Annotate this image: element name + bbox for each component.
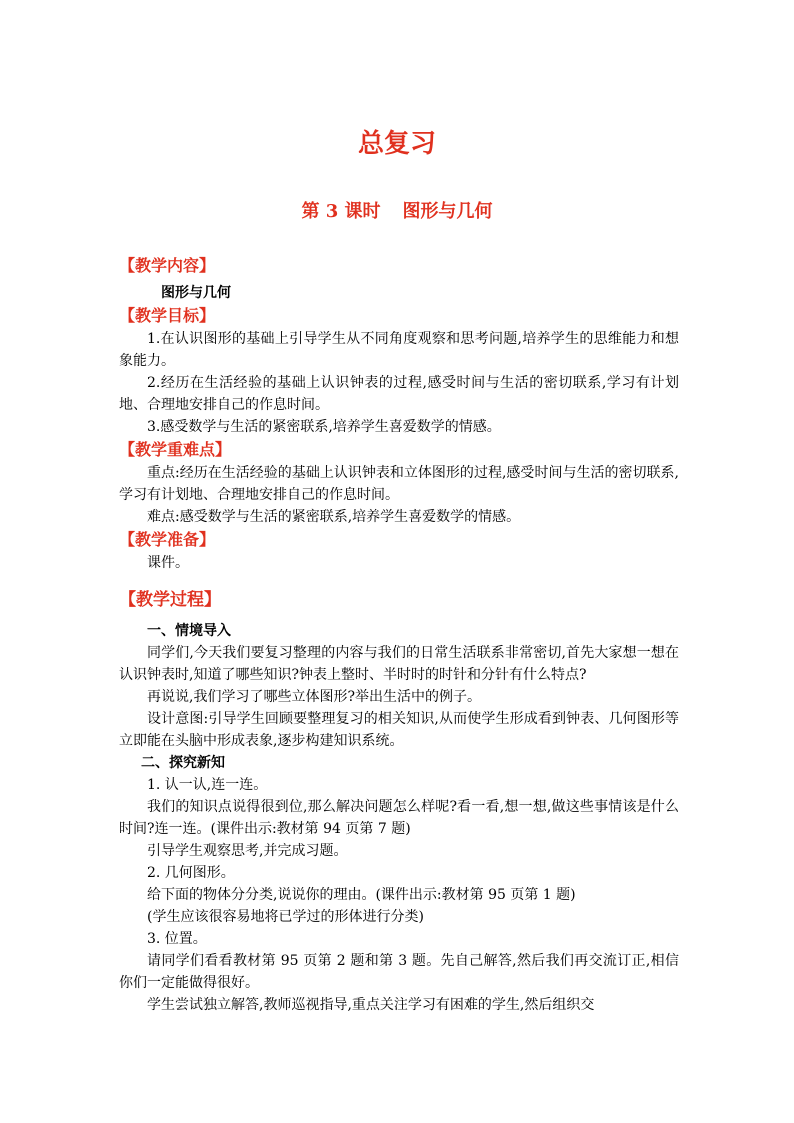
- section-heading-content: 【教学内容】: [119, 256, 216, 275]
- step2-title: 2. 几何图形。: [147, 865, 235, 881]
- prep-text: 课件。: [147, 555, 189, 571]
- part1-paragraph-3: 设计意图:引导学生回顾要整理复习的相关知识,从而使学生形成看到钟表、几何图形等立即能在头脑中形成表象,逐步构建知识系统。: [119, 711, 679, 749]
- part1-title: 一、情境导入: [147, 623, 231, 639]
- lesson-number: 第 3 课时: [301, 201, 381, 222]
- step2-paragraph-2: (学生应该很容易地将已学过的形体进行分类): [147, 909, 424, 925]
- step1-paragraph-2: 引导学生观察思考,并完成习题。: [147, 843, 348, 859]
- goal-item-1: 1.在认识图形的基础上引导学生从不同角度观察和思考问题,培养学生的思维能力和想象能力。: [119, 331, 679, 369]
- step3-title: 3. 位置。: [147, 931, 207, 947]
- part1-paragraph-2: 再说说,我们学习了哪些立体图形?举出生活中的例子。: [147, 689, 481, 705]
- part1-paragraph-1: 同学们,今天我们要复习整理的内容与我们的日常生活联系非常密切,首先大家想一想在认识钟表时,知道了哪些知识?钟表上整时、半时时的时针和分针有什么特点?: [119, 645, 679, 683]
- section-heading-prep: 【教学准备】: [119, 530, 216, 549]
- document-body: [119, 254, 679, 1016]
- difficult-point-text: 难点:感受数学与生活的紧密联系,培养学生喜爱数学的情感。: [147, 509, 521, 525]
- document-title: 总复习: [357, 129, 436, 159]
- step3-paragraph-1: 请同学们看看教材第 95 页第 2 题和第 3 题。先自己解答,然后我们再交流订正,相信你们一定能做得很好。: [119, 953, 679, 991]
- step1-title: 1. 认一认,连一连。: [147, 777, 268, 793]
- part2-title: 二、探究新知: [141, 755, 225, 771]
- lesson-subtitle: [0, 199, 794, 225]
- step1-paragraph-1: 我们的知识点说得很到位,那么解决问题怎么样呢?看一看,想一想,做这些事情该是什么时间?连一连。(课件出示:教材第 94 页第 7 题): [119, 799, 679, 837]
- goal-item-2: 2.经历在生活经验的基础上认识钟表的过程,感受时间与生活的密切联系,学习有计划地、合理地安排自己的作息时间。: [119, 375, 679, 413]
- section-heading-goals: 【教学目标】: [119, 306, 216, 325]
- section-heading-key-points: 【教学重难点】: [119, 440, 232, 459]
- key-point-text: 重点:经历在生活经验的基础上认识钟表和立体图形的过程,感受时间与生活的密切联系,学习有计划地、合理地安排自己的作息时间。: [119, 465, 679, 503]
- content-text: 图形与几何: [161, 285, 231, 301]
- step2-paragraph-1: 给下面的物体分分类,说说你的理由。(课件出示:教材第 95 页第 1 题): [147, 887, 576, 903]
- step3-paragraph-2: 学生尝试独立解答,教师巡视指导,重点关注学习有困难的学生,然后组织交: [147, 997, 595, 1013]
- section-heading-process: 【教学过程】: [119, 590, 221, 610]
- goal-item-3: 3.感受数学与生活的紧密联系,培养学生喜爱数学的情感。: [147, 419, 501, 435]
- lesson-topic: 图形与几何: [402, 201, 493, 222]
